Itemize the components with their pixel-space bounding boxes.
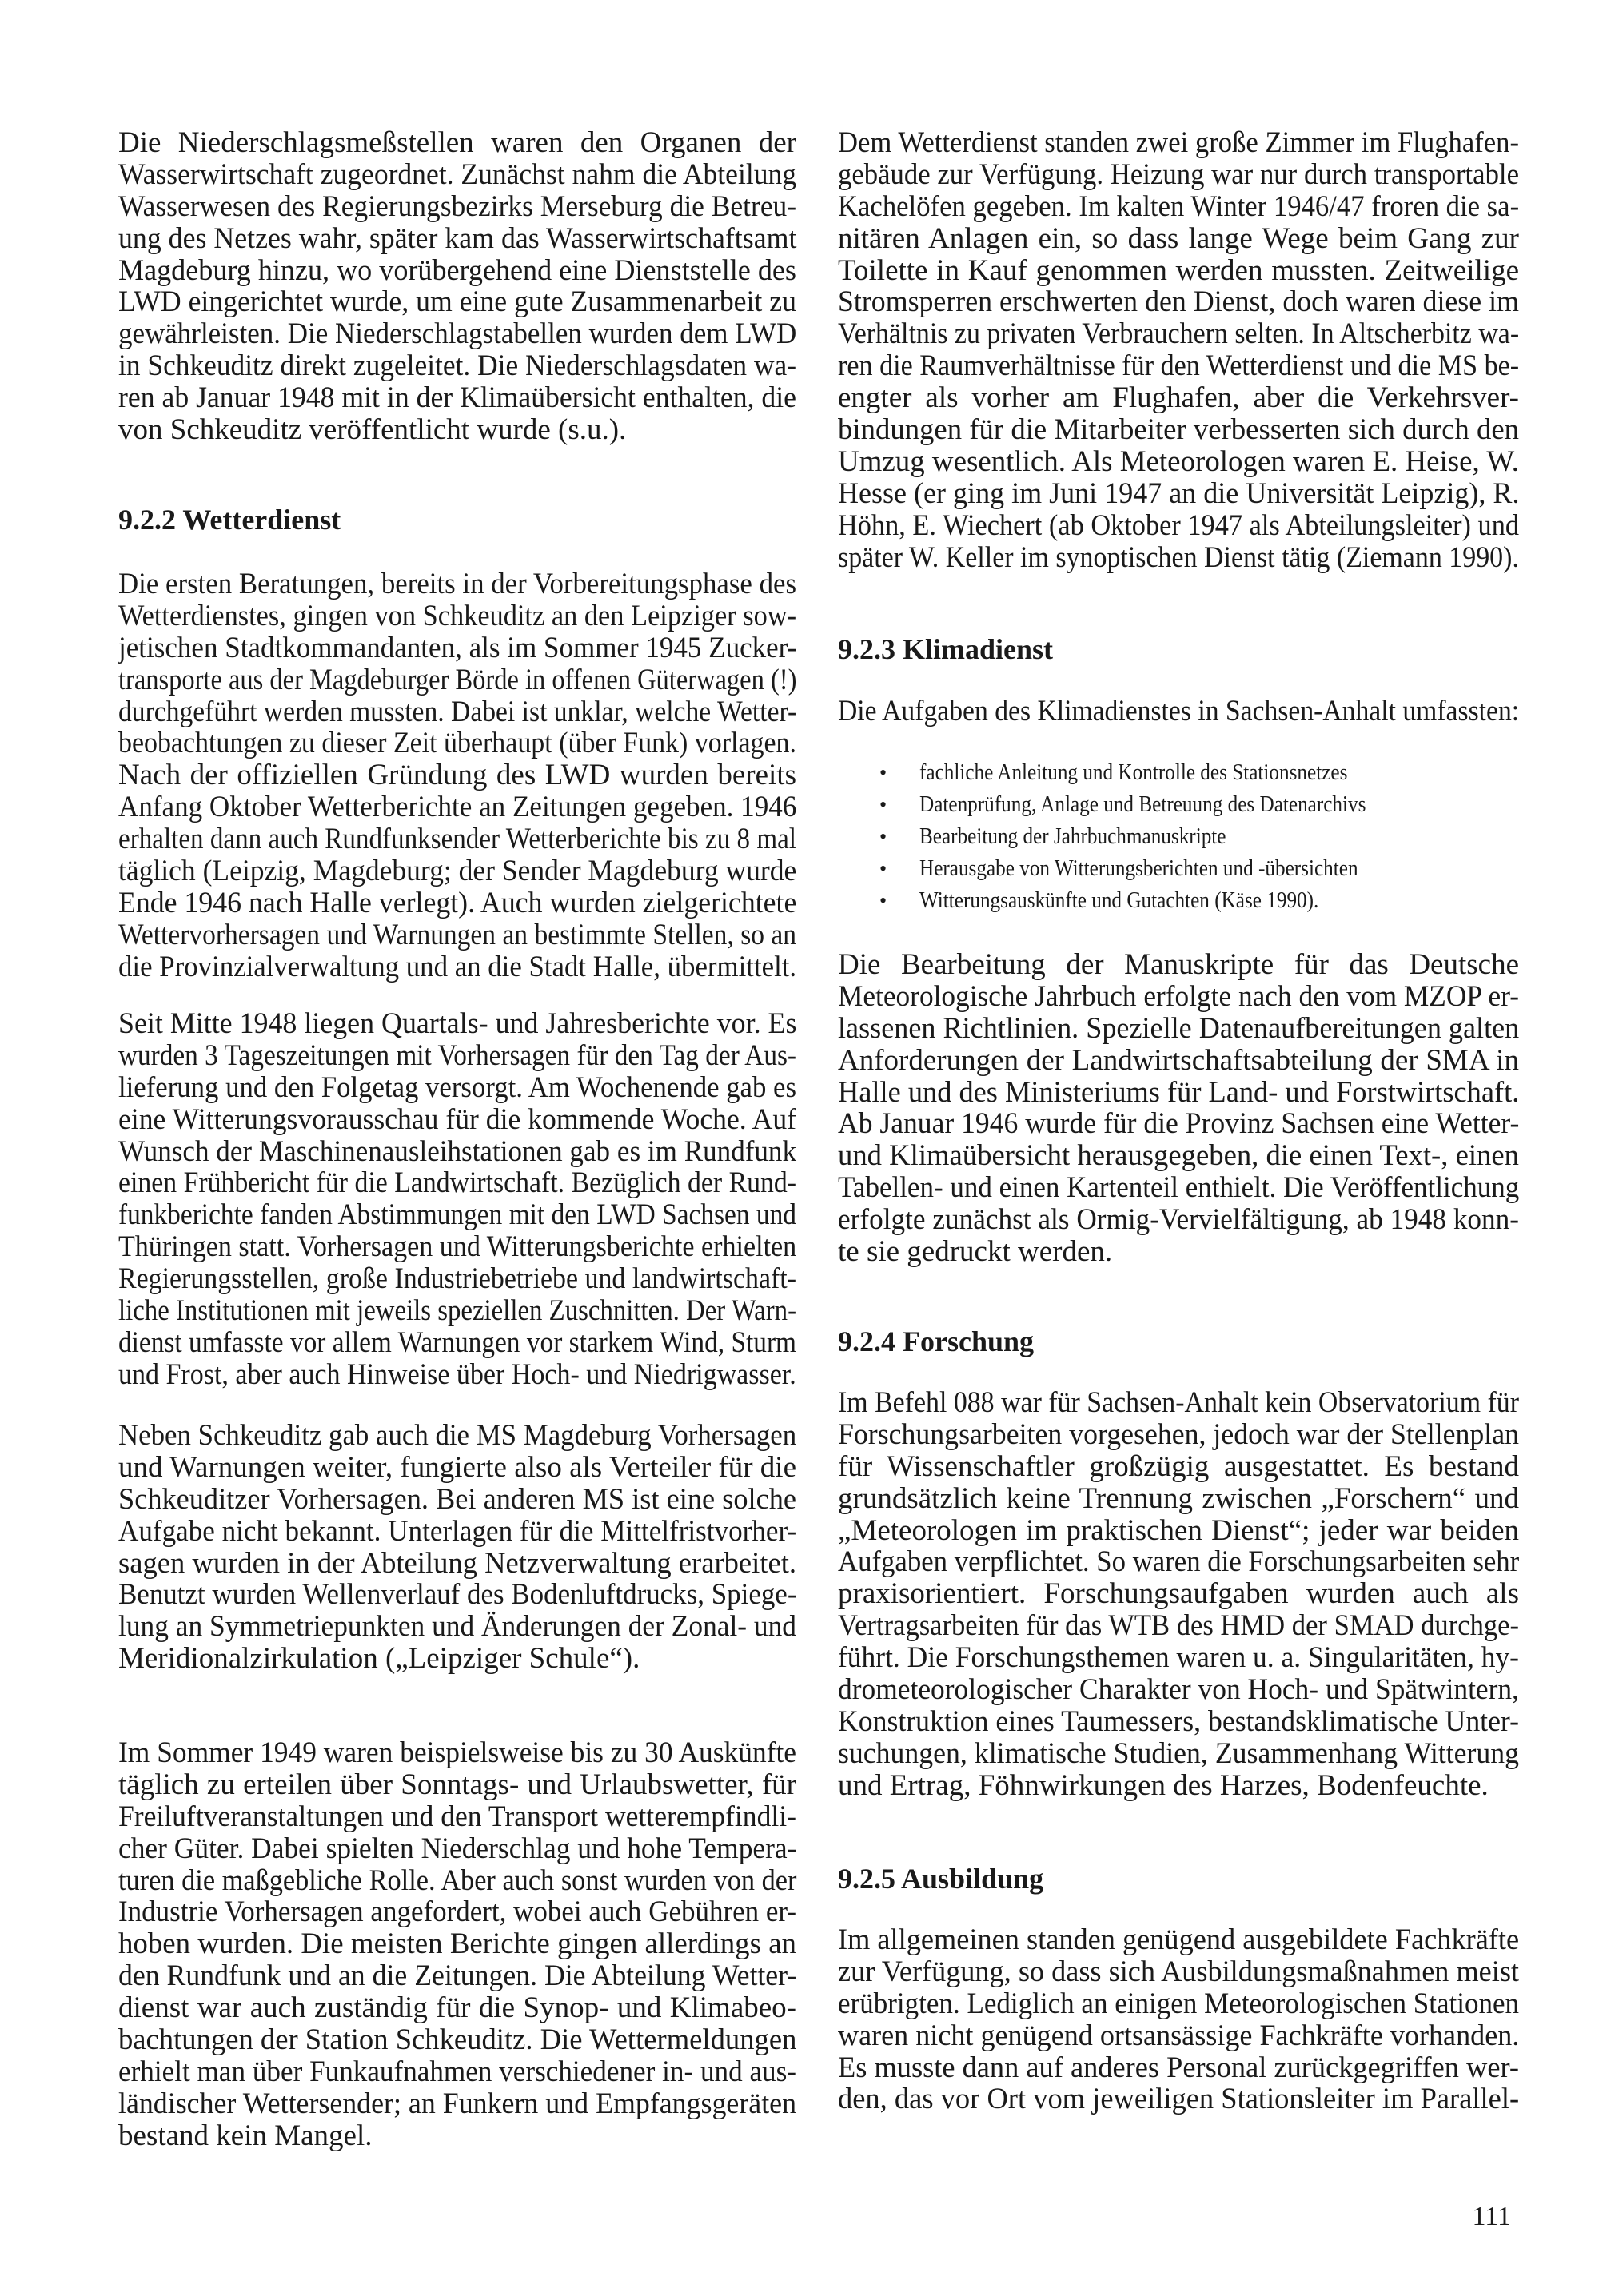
paragraph xyxy=(838,1924,1519,2115)
paragraph xyxy=(118,1737,796,2152)
text-line: Freiluftveranstaltungen und den Transport wetterempfindli- xyxy=(118,1800,796,1833)
text-line: bachtungen der Station Schkeuditz. Die Wettermeldungen xyxy=(118,2023,797,2057)
text-line: Regierungsstellen, große Industriebetriebe und landwirtschaft- xyxy=(118,1262,796,1296)
section-heading-forschung: 9.2.4 Forschung xyxy=(838,1325,1035,1357)
text-line: Benutzt wurden Wellenverlauf des Bodenluftdrucks, Spiege- xyxy=(118,1578,797,1612)
text-line: dienst umfasste vor allem Warnungen vor starkem Wind, Sturm xyxy=(118,1325,796,1359)
text-line: Wetterdienstes, gingen von Schkeuditz an den Leipziger sow- xyxy=(118,599,796,632)
text-line: in Schkeuditz direkt zugeleitet. Die Niederschlagsdaten wa- xyxy=(118,349,796,383)
text-line: Aufgaben verpflichtet. So waren die Forschungsarbeiten sehr xyxy=(838,1545,1520,1579)
paragraph xyxy=(118,1420,796,1675)
text-line: Die Niederschlagsmeßstellen waren den Organen der xyxy=(118,126,796,159)
text-line: liche Institutionen mit jeweils speziellen Zuschnitten. Der Warn- xyxy=(118,1294,797,1328)
text-line: Verhältnis zu privaten Verbrauchern selten. In Altscherbitz wa- xyxy=(838,317,1520,351)
text-line: den Rundfunk und an die Zeitungen. Die Abteilung Wetter- xyxy=(118,1959,797,1993)
text-line: die Provinzialverwaltung und an die Stadt Halle, übermittelt. xyxy=(118,950,797,983)
text-line: lieferung und den Folgetag versorgt. Am Wochenende gab es xyxy=(118,1070,796,1104)
text-line: te sie gedruckt werden. xyxy=(838,1235,1113,1269)
text-line: gebäude zur Verfügung. Heizung war nur durch transportable xyxy=(838,157,1519,191)
text-line: gewährleisten. Die Niederschlagstabellen wurden dem LWD xyxy=(118,317,797,351)
text-line: Die Aufgaben des Klimadienstes in Sachsen-Anhalt umfassten: xyxy=(838,695,1520,727)
text-line: Im Befehl 088 war für Sachsen-Anhalt kein Observatorium für xyxy=(838,1386,1519,1419)
text-line: drometeorologischer Charakter von Hoch- und Spätwintern, xyxy=(838,1673,1519,1707)
text-line: Meteorologische Jahrbuch erfolgte nach den vom MZOP er- xyxy=(838,979,1519,1013)
text-line: Vertragsarbeiten für das WTB des HMD der SMAD durchge- xyxy=(838,1609,1519,1643)
paragraph xyxy=(838,696,1519,727)
paragraph xyxy=(118,127,796,446)
text-line: Ab Januar 1946 wurde für die Provinz Sachsen eine Wetter- xyxy=(838,1107,1520,1141)
text-line: erhielt man über Funkaufnahmen verschiedener in- und aus- xyxy=(118,2055,796,2088)
section-heading-ausbildung: 9.2.5 Ausbildung xyxy=(838,1863,1044,1895)
text-line: praxisorientiert. Forschungsaufgaben wurden auch als xyxy=(838,1577,1519,1611)
text-line: ren die Raumverhältnisse für den Wetterdienst und die MS be- xyxy=(838,349,1520,383)
text-line: waren nicht genügend ortsansässige Fachkräfte vorhanden. xyxy=(838,2019,1520,2052)
text-line: Stromsperren erschwerten den Dienst, doch waren diese im xyxy=(838,285,1519,319)
list-item xyxy=(879,853,1561,885)
text-line: Höhn, E. Wiechert (ab Oktober 1947 als Abteilungsleiter) und xyxy=(838,508,1519,542)
text-line: Industrie Vorhersagen angefordert, wobei auch Gebühren er- xyxy=(118,1895,796,1929)
paragraph xyxy=(118,568,796,983)
bullet-icon: • xyxy=(879,825,887,848)
text-line: cher Güter. Dabei spielten Niederschlag und hohe Tempera- xyxy=(118,1832,797,1865)
text-line: den, das vor Ort vom jeweiligen Stationsleiter im Parallel- xyxy=(838,2083,1520,2116)
list-item xyxy=(879,821,1561,853)
text-line: grundsätzlich keine Trennung zwischen „Forschern“ und xyxy=(838,1481,1519,1515)
text-line: und Ertrag, Föhnwirkungen des Harzes, Bodenfeuchte. xyxy=(838,1768,1489,1802)
text-line: Aufgabe nicht bekannt. Unterlagen für die Mittelfristvorher- xyxy=(118,1514,797,1548)
text-line: eine Witterungsvorausschau für die kommende Woche. Auf xyxy=(118,1102,796,1136)
list-item-text: Witterungsauskünfte und Gutachten (Käse 1990). xyxy=(919,888,1319,913)
text-line: Forschungsarbeiten vorgesehen, jedoch war der Stellenplan xyxy=(838,1417,1519,1451)
text-line: Die ersten Beratungen, bereits in der Vorbereitungsphase des xyxy=(118,568,796,600)
list-item-text: Herausgabe von Witterungsberichten und -übersichten xyxy=(919,856,1358,881)
text-line: von Schkeuditz veröffentlicht wurde (s.u.). xyxy=(118,413,627,447)
text-line: jetischen Stadtkommandanten, als im Sommer 1945 Zucker- xyxy=(118,631,797,664)
text-line: Wasserwirtschaft zugeordnet. Zunächst nahm die Abteilung xyxy=(118,157,796,191)
paragraph xyxy=(838,1387,1519,1802)
text-line: nitären Anlagen ein, so dass lange Wege beim Gang zur xyxy=(838,221,1519,255)
text-line: wurden 3 Tageszeitungen mit Vorhersagen für den Tag der Aus- xyxy=(118,1038,796,1072)
text-line: bestand kein Mangel. xyxy=(118,2119,373,2152)
text-line: erhalten dann auch Rundfunksender Wetterberichte bis zu 8 mal xyxy=(118,823,796,856)
paragraph xyxy=(118,1008,796,1391)
text-line: Wasserwesen des Regierungsbezirks Merseburg die Betreu- xyxy=(118,189,797,223)
text-line: Toilette in Kauf genommen werden mussten. Zeitweilige xyxy=(838,253,1519,287)
text-line: hoben wurden. Die meisten Berichte gingen allerdings an xyxy=(118,1927,796,1961)
text-line: für Wissenschaftler großzügig ausgestattet. Es bestand xyxy=(838,1449,1519,1483)
list-item-text: fachliche Anleitung und Kontrolle des Stationsnetzes xyxy=(919,760,1348,785)
text-line: erfolgte zunächst als Ormig-Vervielfältigung, ab 1948 konn- xyxy=(838,1203,1519,1237)
text-line: LWD eingerichtet wurde, um eine gute Zusammenarbeit zu xyxy=(118,285,796,319)
page-number: 111 xyxy=(1472,2202,1511,2231)
text-line: Meridionalzirkulation („Leipziger Schule“). xyxy=(118,1642,640,1676)
text-line: Umzug wesentlich. Als Meteorologen waren E. Heise, W. xyxy=(838,444,1519,478)
text-line: Neben Schkeuditz gab auch die MS Magdeburg Vorhersagen xyxy=(118,1419,797,1452)
bullet-icon: • xyxy=(879,889,887,912)
text-line: Im allgemeinen standen genügend ausgebildete Fachkräfte xyxy=(838,1923,1520,1956)
text-line: transporte aus der Magdeburger Börde in offenen Güterwagen (!) xyxy=(118,663,797,696)
list-item-text: Bearbeitung der Jahrbuchmanuskripte xyxy=(919,824,1226,849)
text-line: „Meteorologen im praktischen Dienst“; jeder war beiden xyxy=(838,1513,1519,1547)
text-line: bindungen für die Mitarbeiter verbesserten sich durch den xyxy=(838,413,1519,447)
bullet-icon: • xyxy=(879,793,887,816)
text-line: durchgeführt werden mussten. Dabei ist unklar, welche Wetter- xyxy=(118,695,797,728)
text-line: Dem Wetterdienst standen zwei große Zimmer im Flughafen- xyxy=(838,126,1519,159)
text-line: Anforderungen der Landwirtschaftsabteilung der SMA in xyxy=(838,1043,1519,1077)
text-line: und Klimaübersicht herausgegeben, die einen Text-, einen xyxy=(838,1139,1519,1173)
text-line: beobachtungen zu dieser Zeit überhaupt (über Funk) vorlagen. xyxy=(118,727,796,760)
text-line: Thüringen statt. Vorhersagen und Witterungsberichte erhielten xyxy=(118,1230,797,1264)
text-line: zur Verfügung, so dass sich Ausbildungsmaßnahmen meist xyxy=(838,1955,1519,1988)
bullet-icon: • xyxy=(879,761,887,784)
text-line: lassenen Richtlinien. Spezielle Datenaufbereitungen galten xyxy=(838,1011,1520,1045)
text-line: Tabellen- und einen Kartenteil enthielt. Die Veröffentlichung xyxy=(838,1171,1520,1205)
text-line: Es musste dann auf anderes Personal zurückgegriffen wer- xyxy=(838,2051,1519,2084)
text-line: Ende 1946 nach Halle verlegt). Auch wurden zielgerichtete xyxy=(118,886,797,919)
text-line: Die Bearbeitung der Manuskripte für das Deutsche xyxy=(838,948,1519,981)
text-line: Seit Mitte 1948 liegen Quartals- und Jahresberichte vor. Es xyxy=(118,1007,797,1040)
text-line: Wunsch der Maschinenausleihstationen gab es im Rundfunk xyxy=(118,1134,796,1168)
text-line: ländischer Wettersender; an Funkern und Empfangsgeräten xyxy=(118,2087,796,2120)
text-line: Wettervorhersagen und Warnungen an bestimmte Stellen, so an xyxy=(118,918,796,951)
paragraph xyxy=(838,127,1519,573)
text-line: Konstruktion eines Taumessers, bestandsklimatische Unter- xyxy=(838,1704,1519,1738)
text-line: lung an Symmetriepunkten und Änderungen der Zonal- und xyxy=(118,1610,796,1644)
list-item-text: Datenprüfung, Anlage und Betreuung des Datenarchivs xyxy=(919,792,1366,817)
text-line: Im Sommer 1949 waren beispielsweise bis zu 30 Auskünfte xyxy=(118,1736,796,1769)
text-line: dienst war auch zuständig für die Synop- und Klimabeo- xyxy=(118,1991,796,2025)
text-line: engter als vorher am Flughafen, aber die Verkehrsver- xyxy=(838,381,1519,415)
text-line: turen die maßgebliche Rolle. Aber auch sonst wurden von der xyxy=(118,1864,797,1897)
text-line: funkberichte fanden Abstimmungen mit den LWD Sachsen und xyxy=(118,1198,796,1232)
text-line: Halle und des Ministeriums für Land- und Forstwirtschaft. xyxy=(838,1075,1520,1109)
text-line: Anfang Oktober Wetterberichte an Zeitungen gegeben. 1946 xyxy=(118,791,797,824)
paragraph xyxy=(838,949,1519,1268)
text-line: Kachelöfen gegeben. Im kalten Winter 1946/47 froren die sa- xyxy=(838,189,1520,223)
text-line: täglich (Leipzig, Magdeburg; der Sender Magdeburg wurde xyxy=(118,855,797,888)
text-line: suchungen, klimatische Studien, Zusammenhang Witterung xyxy=(838,1736,1519,1770)
section-heading-klimadienst: 9.2.3 Klimadienst xyxy=(838,633,1054,665)
list-item xyxy=(879,789,1561,821)
text-line: und Warnungen weiter, fungierte also als Verteiler für die xyxy=(118,1450,796,1484)
text-line: führt. Die Forschungsthemen waren u. a. Singularitäten, hy- xyxy=(838,1641,1519,1675)
text-line: Nach der offiziellen Gründung des LWD wurden bereits xyxy=(118,759,796,792)
text-line: ung des Netzes wahr, später kam das Wasserwirtschaftsamt xyxy=(118,221,797,255)
list-item xyxy=(879,757,1561,789)
text-line: täglich zu erteilen über Sonntags- und Urlaubswetter, für xyxy=(118,1768,796,1801)
text-line: Schkeuditzer Vorhersagen. Bei anderen MS ist eine solche xyxy=(118,1482,796,1516)
text-line: Magdeburg hinzu, wo vorübergehend eine Dienststelle des xyxy=(118,253,796,287)
text-line: einen Frühbericht für die Landwirtschaft. Bezüglich der Rund- xyxy=(118,1166,796,1200)
section-heading-wetterdienst: 9.2.2 Wetterdienst xyxy=(118,504,341,536)
text-line: später W. Keller im synoptischen Dienst tätig (Ziemann 1990). xyxy=(838,540,1519,574)
text-line: Hesse (er ging im Juni 1947 an die Universität Leipzig), R. xyxy=(838,476,1520,510)
list-item xyxy=(879,885,1561,917)
text-line: ren ab Januar 1948 mit in der Klimaübersicht enthalten, die xyxy=(118,381,796,415)
text-line: sagen wurden in der Abteilung Netzverwaltung erarbeitet. xyxy=(118,1546,796,1580)
text-line: erübrigten. Lediglich an einigen Meteorologischen Stationen xyxy=(838,1987,1520,2020)
text-line: und Frost, aber auch Hinweise über Hoch- und Niedrigwasser. xyxy=(118,1357,796,1391)
bullet-icon: • xyxy=(879,857,887,880)
task-list xyxy=(879,757,1561,917)
